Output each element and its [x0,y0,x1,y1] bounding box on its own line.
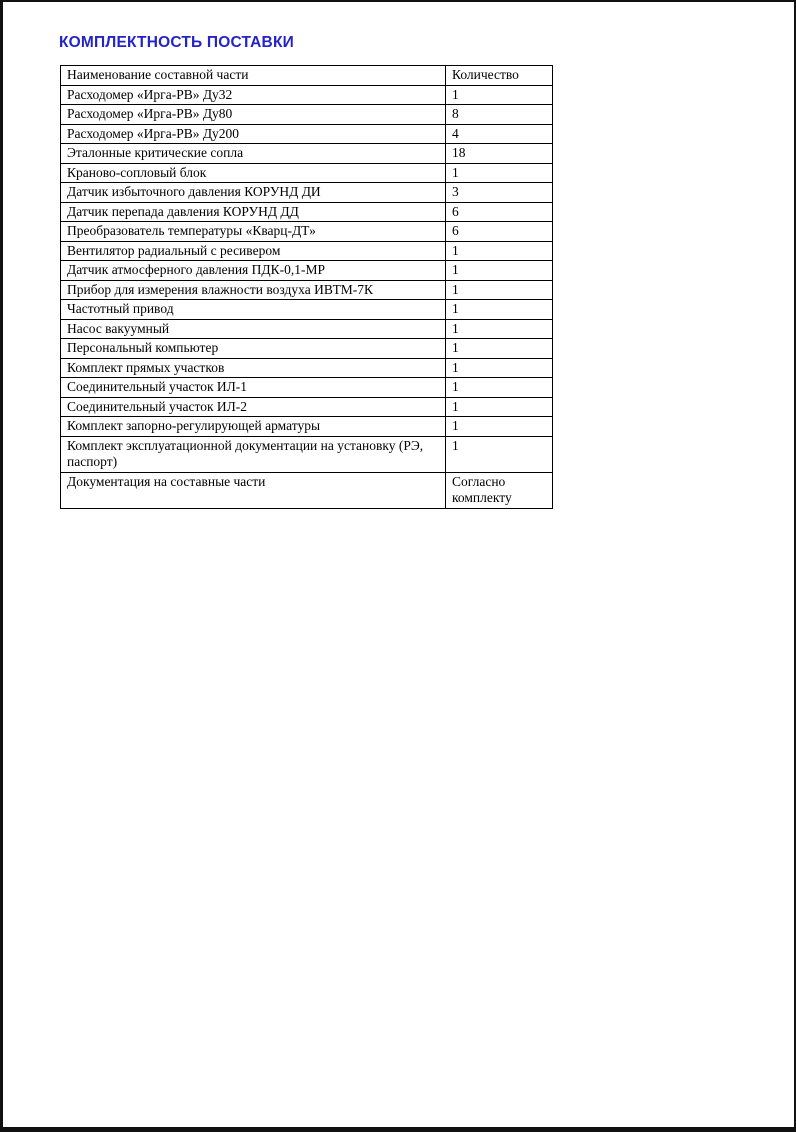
quantity-cell: 1 [446,319,553,339]
quantity-cell: 6 [446,202,553,222]
component-name-cell: Расходомер «Ирга-РВ» Ду80 [61,105,446,125]
table-row [61,417,553,437]
component-name-cell: Персональный компьютер [61,339,446,359]
quantity-cell: 1 [446,417,553,437]
component-name-cell: Расходомер «Ирга-РВ» Ду200 [61,124,446,144]
table-header-row [61,66,553,86]
table-row [61,436,553,472]
quantity-cell: 4 [446,124,553,144]
table-row [61,144,553,164]
table-row [61,358,553,378]
table-row [61,222,553,242]
component-name-cell: Комплект запорно-регулирующей арматуры [61,417,446,437]
quantity-cell: 1 [446,85,553,105]
table-row [61,261,553,281]
table-row [61,378,553,398]
quantity-cell: 3 [446,183,553,203]
quantity-cell: 1 [446,241,553,261]
table-row [61,202,553,222]
quantity-cell: 1 [446,358,553,378]
quantity-cell: Согласно комплекту [446,472,553,508]
quantity-cell: 1 [446,436,553,472]
quantity-cell: 1 [446,300,553,320]
components-table [60,65,553,509]
component-name-cell: Эталонные критические сопла [61,144,446,164]
page-title: КОМПЛЕКТНОСТЬ ПОСТАВКИ [59,34,294,51]
table-row [61,85,553,105]
table-body [61,85,553,508]
table-row [61,124,553,144]
table-row [61,280,553,300]
table-row [61,105,553,125]
component-name-cell: Преобразователь температуры «Кварц-ДТ» [61,222,446,242]
quantity-cell: 1 [446,280,553,300]
quantity-cell: 8 [446,105,553,125]
quantity-cell: 18 [446,144,553,164]
component-name-cell: Краново-сопловый блок [61,163,446,183]
quantity-cell: 1 [446,339,553,359]
component-name-cell: Насос вакуумный [61,319,446,339]
table-row [61,319,553,339]
table-row [61,183,553,203]
component-name-cell: Документация на составные части [61,472,446,508]
table-row [61,241,553,261]
table-row [61,300,553,320]
table-row [61,339,553,359]
table-row [61,163,553,183]
component-name-cell: Расходомер «Ирга-РВ» Ду32 [61,85,446,105]
component-name-cell: Прибор для измерения влажности воздуха ИВТМ-7К [61,280,446,300]
quantity-cell: 1 [446,378,553,398]
component-name-cell: Комплект прямых участков [61,358,446,378]
table-row [61,472,553,508]
table-row [61,397,553,417]
component-name-cell: Датчик избыточного давления КОРУНД ДИ [61,183,446,203]
component-name-cell: Соединительный участок ИЛ-1 [61,378,446,398]
component-name-cell: Комплект эксплуатационной документации на установку (РЭ, паспорт) [61,436,446,472]
column-header-component-name: Наименование составной части [61,66,446,86]
component-name-cell: Вентилятор радиальный с ресивером [61,241,446,261]
quantity-cell: 6 [446,222,553,242]
column-header-quantity: Количество [446,66,553,86]
component-name-cell: Датчик перепада давления КОРУНД ДД [61,202,446,222]
component-name-cell: Датчик атмосферного давления ПДК-0,1-МР [61,261,446,281]
component-name-cell: Соединительный участок ИЛ-2 [61,397,446,417]
quantity-cell: 1 [446,163,553,183]
quantity-cell: 1 [446,261,553,281]
component-name-cell: Частотный привод [61,300,446,320]
quantity-cell: 1 [446,397,553,417]
